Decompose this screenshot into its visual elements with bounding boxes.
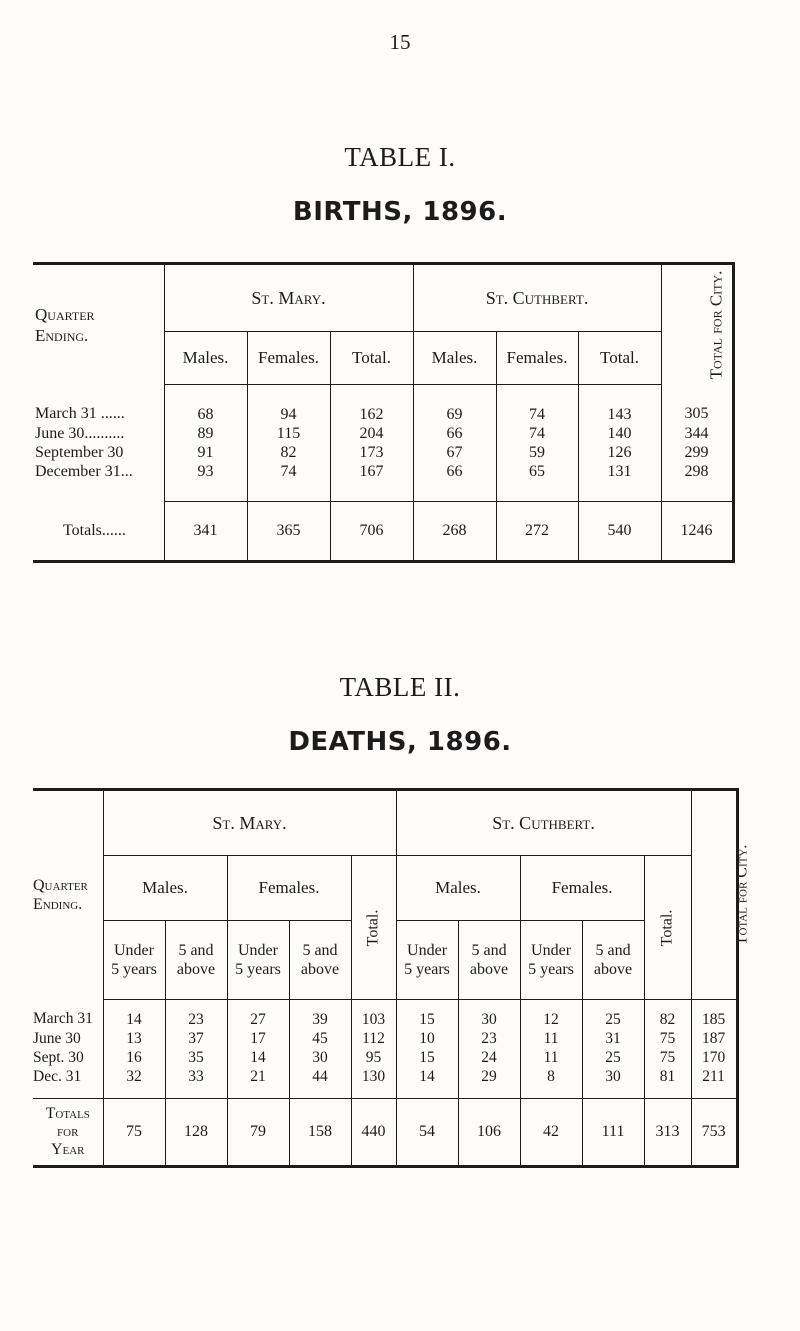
row-label: June 30.......... [35,424,125,442]
cell: 66 [413,424,496,443]
cell: 143 [578,385,661,425]
cell: 130 [351,1067,396,1099]
cell: 23 [165,1000,227,1030]
age-label: 5 years [528,961,574,978]
totals-label-line1: Totals [45,1105,90,1122]
cell: 75 [644,1048,691,1067]
cell: 82 [247,443,330,462]
births-quarter-line1: Quarter [35,304,95,324]
deaths-total-2-label: Total. [658,909,676,946]
births-header-row [33,264,733,332]
cell: 8 [520,1067,582,1099]
cell: 706 [330,502,413,562]
deaths-header-row-1 [33,790,737,856]
cell: 111 [582,1099,644,1167]
cell: 162 [330,385,413,425]
births-heading: BIRTHS, 1896. [292,197,508,227]
cell: 25 [582,1048,644,1067]
births-quarter-header [33,264,164,385]
cell: 211 [691,1067,737,1099]
cell: 59 [496,443,578,462]
cell: 14 [396,1067,458,1099]
births-group-st-cuthbert: St. Cuthbert. [413,264,661,332]
cell: 95 [351,1048,396,1067]
cell: 89 [164,424,247,443]
deaths-total-1-label: Total. [364,909,382,946]
table-row [33,424,733,443]
cell: 79 [227,1099,289,1167]
cell: 131 [578,462,661,502]
row-label: December 31... [35,462,133,480]
row-label: September 30 [35,443,124,461]
age-label: 5 years [404,961,450,978]
cell: 753 [691,1099,737,1167]
cell: 341 [164,502,247,562]
cell: 112 [351,1029,396,1048]
cell: 272 [496,502,578,562]
cell: 298 [661,462,733,502]
totals-label [33,1099,103,1167]
age-label: Under [238,942,278,959]
cell: 13 [103,1029,165,1048]
row-label: March 31 [33,1010,93,1028]
cell: 30 [582,1067,644,1099]
page-number: 15 [389,30,411,54]
deaths-total-1 [351,856,396,1000]
age-label: 5 years [235,961,281,978]
cell: 33 [165,1067,227,1099]
cell: 74 [247,462,330,502]
age-5-above [289,921,351,1000]
cell: 27 [227,1000,289,1030]
deaths-quarter-header [33,790,103,1000]
age-5-above [582,921,644,1000]
cell: 35 [165,1048,227,1067]
cell: 204 [330,424,413,443]
births-table-title: TABLE I. [344,142,456,172]
deaths-quarter-line2: Ending. [33,896,83,914]
age-label: Under [531,942,572,959]
deaths-females-2: Females. [520,856,644,921]
cell: 158 [289,1099,351,1167]
cell: 12 [520,1000,582,1030]
cell: 54 [396,1099,458,1167]
births-sub-total-1: Total. [330,332,413,385]
cell: 103 [351,1000,396,1030]
births-sub-males-2: Males. [413,332,496,385]
table-row [33,1029,737,1048]
cell: 37 [165,1029,227,1048]
deaths-table-title: TABLE II. [339,672,461,702]
cell: 14 [227,1048,289,1067]
births-table [33,262,735,563]
cell: 344 [661,424,733,443]
cell: 65 [496,462,578,502]
cell: 81 [644,1067,691,1099]
cell: 69 [413,385,496,425]
cell: 74 [496,424,578,443]
totals-label: Totals...... [63,521,126,539]
age-label: above [469,961,509,978]
age-under-5 [227,921,289,1000]
cell: 91 [164,443,247,462]
cell: 66 [413,462,496,502]
age-label: 5 and [178,942,214,959]
cell: 45 [289,1029,351,1048]
table-row [33,443,733,462]
table-row [33,1067,737,1099]
cell: 128 [165,1099,227,1167]
births-sub-females-1: Females. [247,332,330,385]
table-row [33,1048,737,1067]
row-label: Sept. 30 [33,1048,84,1066]
cell: 74 [496,385,578,425]
cell: 44 [289,1067,351,1099]
age-label: above [176,961,216,978]
age-label: Under [114,942,154,959]
age-5-above [458,921,520,1000]
age-label: 5 years [111,961,157,978]
deaths-header-row-2 [33,856,737,921]
deaths-group-st-cuthbert: St. Cuthbert. [396,790,691,856]
cell: 305 [661,385,733,425]
births-city-total-label: Total for City. [705,270,725,380]
deaths-group-st-mary: St. Mary. [103,790,396,856]
cell: 30 [289,1048,351,1067]
cell: 187 [691,1029,737,1048]
age-label: 5 and [302,942,338,959]
deaths-total-2 [644,856,691,1000]
cell: 93 [164,462,247,502]
births-group-st-mary: St. Mary. [164,264,413,332]
deaths-females-1: Females. [227,856,351,921]
cell: 106 [458,1099,520,1167]
totals-row [33,1099,737,1167]
age-under-5 [103,921,165,1000]
births-sub-total-2: Total. [578,332,661,385]
age-label: 5 and [595,942,631,959]
births-city-total-header [661,264,733,385]
cell: 167 [330,462,413,502]
deaths-heading: DEATHS, 1896. [288,727,512,757]
deaths-males-2: Males. [396,856,520,921]
cell: 16 [103,1048,165,1067]
cell: 14 [103,1000,165,1030]
cell: 15 [396,1048,458,1067]
cell: 30 [458,1000,520,1030]
age-under-5 [520,921,582,1000]
cell: 39 [289,1000,351,1030]
cell: 94 [247,385,330,425]
cell: 126 [578,443,661,462]
births-sub-males-1: Males. [164,332,247,385]
cell: 365 [247,502,330,562]
cell: 140 [578,424,661,443]
births-sub-females-2: Females. [496,332,578,385]
cell: 440 [351,1099,396,1167]
table-row [33,1000,737,1030]
cell: 170 [691,1048,737,1067]
cell: 185 [691,1000,737,1030]
cell: 25 [582,1000,644,1030]
cell: 82 [644,1000,691,1030]
cell: 173 [330,443,413,462]
cell: 15 [396,1000,458,1030]
cell: 268 [413,502,496,562]
age-label: 5 and [471,942,507,959]
cell: 299 [661,443,733,462]
table-row [33,385,733,425]
cell: 17 [227,1029,289,1048]
table-row [33,462,733,502]
cell: 1246 [661,502,733,562]
age-under-5 [396,921,458,1000]
deaths-city-total-label: Total for City. [732,844,750,946]
age-label: Under [407,942,448,959]
totals-label-line2: for [57,1123,79,1140]
cell: 313 [644,1099,691,1167]
cell: 11 [520,1029,582,1048]
births-quarter-line2: Ending. [35,325,89,345]
deaths-table [33,788,750,1168]
age-label: above [300,961,340,978]
cell: 31 [582,1029,644,1048]
cell: 115 [247,424,330,443]
cell: 10 [396,1029,458,1048]
cell: 23 [458,1029,520,1048]
deaths-city-total-header [691,790,750,1000]
cell: 75 [644,1029,691,1048]
cell: 29 [458,1067,520,1099]
deaths-males-1: Males. [103,856,227,921]
row-label: Dec. 31 [33,1067,82,1085]
cell: 24 [458,1048,520,1067]
deaths-quarter-line1: Quarter [33,877,88,895]
cell: 21 [227,1067,289,1099]
cell: 540 [578,502,661,562]
cell: 68 [164,385,247,425]
cell: 42 [520,1099,582,1167]
age-label: above [593,961,633,978]
cell: 11 [520,1048,582,1067]
row-label: March 31 ...... [35,405,125,423]
totals-label-line3: Year [50,1141,85,1158]
cell: 67 [413,443,496,462]
age-5-above [165,921,227,1000]
totals-row [33,502,733,562]
cell: 32 [103,1067,165,1099]
row-label: June 30 [33,1029,81,1047]
cell: 75 [103,1099,165,1167]
